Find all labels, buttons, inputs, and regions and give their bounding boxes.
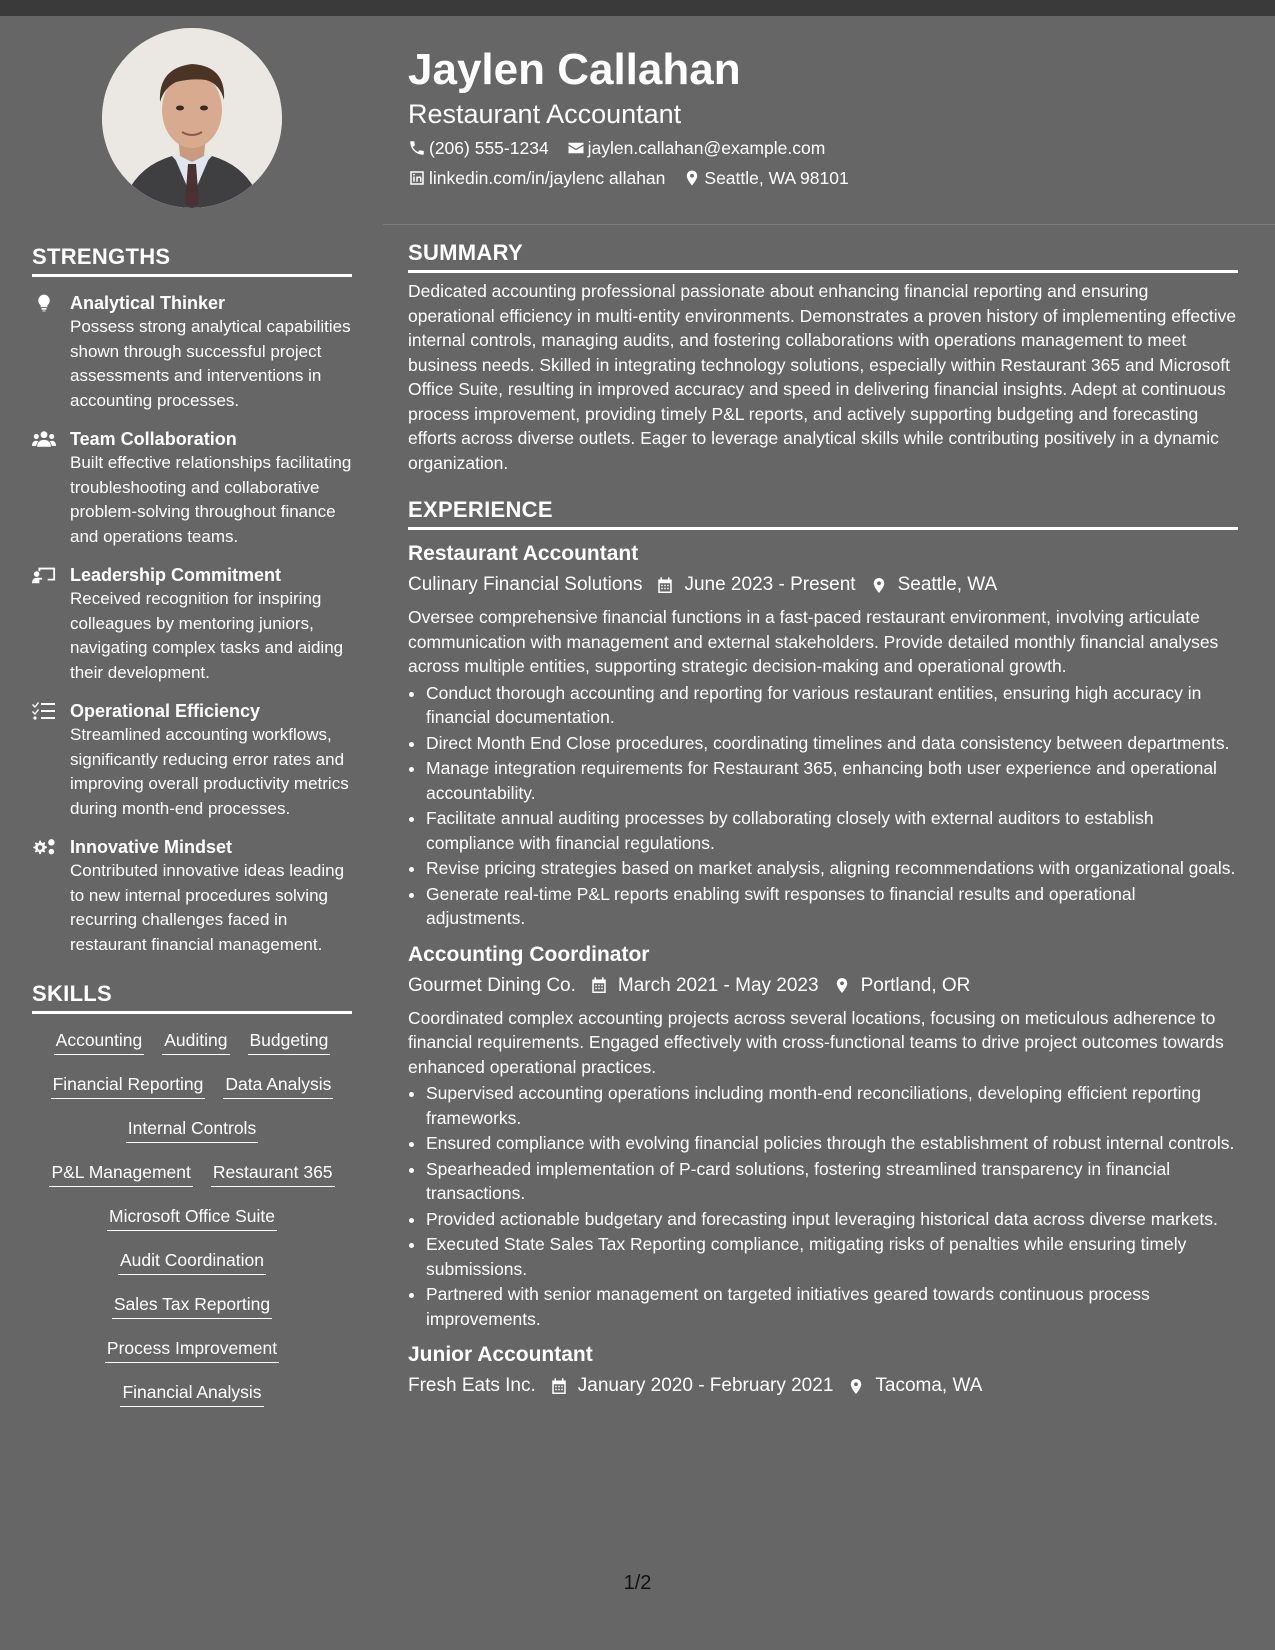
list-item: • Revise pricing strategies based on market analysis, aligning recommendations with organizational goals.: [426, 856, 1238, 881]
linkedin-text[interactable]: linkedin.com/in/jaylenc allahan: [429, 168, 666, 188]
skills-list: [32, 1028, 352, 1407]
header-divider: [383, 224, 1275, 225]
job-company: Culinary Financial Solutions: [408, 574, 643, 595]
experience-section: [408, 497, 1238, 1400]
gears-icon: [32, 835, 70, 957]
job-description: Coordinated complex accounting projects across several locations, focusing on meticulous adherence to financial requirements. Engaged effectively with cross-functional teams to drive project outcomes towards enhanced operational practices.: [408, 1007, 1224, 1077]
list-item: • Supervised accounting operations including month-end reconciliations, developing efficient reporting frameworks.: [426, 1081, 1238, 1130]
skill-chip: Accounting: [54, 1028, 145, 1055]
skill-chip: Budgeting: [248, 1028, 331, 1055]
list-item: • Conduct thorough accounting and reporting for various restaurant entities, ensuring high accuracy in financial documentation.: [426, 681, 1238, 730]
strength-item: [32, 563, 352, 685]
chalkboard-teacher-icon: [32, 563, 70, 685]
job-description: Oversee comprehensive financial functions in a fast-paced restaurant environment, involving articulate communication with management and external stakeholders. Provide detailed monthly financial analyses across multiple entities, supporting strategic decision-making and operational growth.: [408, 607, 1219, 676]
main-column: [408, 240, 1238, 1400]
job-dates: March 2021 - May 2023: [590, 972, 819, 1000]
left-column: [32, 28, 352, 1424]
list-item: • Provided actionable budgetary and forecasting input leveraging historical data across diverse markets.: [426, 1207, 1238, 1232]
lightbulb-icon: [32, 291, 70, 413]
list-item: • Manage integration requirements for Restaurant 365, enhancing both user experience and operational accountability.: [426, 756, 1238, 805]
contact-row: [408, 136, 1238, 160]
list-item: • Facilitate annual auditing processes by collaborating closely with external auditors to establish compliance with financial regulations.: [426, 806, 1238, 855]
job-bullets: [408, 681, 1238, 931]
job-bullets: [408, 1081, 1238, 1331]
strength-item: [32, 699, 352, 821]
page-number: 1/2: [623, 1572, 652, 1594]
calendar-icon: [550, 1377, 568, 1396]
skill-chip: Financial Reporting: [51, 1072, 206, 1099]
job-company: Fresh Eats Inc.: [408, 1375, 536, 1396]
candidate-name: Jaylen Callahan: [408, 45, 741, 94]
list-item: • Ensured compliance with evolving financial policies through the establishment of robust internal controls.: [426, 1131, 1238, 1156]
job-dates: June 2023 - Present: [656, 571, 855, 599]
map-pin-icon: [847, 1377, 865, 1396]
linkedin-contact[interactable]: [408, 166, 665, 190]
job-meta: [408, 571, 1238, 599]
strengths-heading: STRENGTHS: [32, 244, 352, 277]
map-pin-icon: [870, 576, 888, 595]
location-contact: [683, 166, 848, 190]
job-meta: [408, 972, 1238, 1000]
users-icon: [32, 427, 70, 549]
skills-section: [32, 981, 352, 1407]
list-item: • Partnered with senior management on targeted initiatives geared towards continuous process improvements.: [426, 1282, 1238, 1331]
envelope-icon: [567, 139, 585, 157]
phone-text: (206) 555-1234: [429, 138, 549, 158]
email-contact[interactable]: [567, 136, 826, 160]
job-location: Tacoma, WA: [847, 1372, 982, 1400]
map-pin-icon: [683, 169, 701, 187]
strength-desc: Received recognition for inspiring colleagues by mentoring juniors, navigating complex tasks and aiding their development.: [70, 589, 344, 682]
summary-section: [408, 240, 1238, 475]
summary-heading: SUMMARY: [408, 240, 1238, 273]
job-location: Portland, OR: [833, 972, 971, 1000]
strength-desc: Contributed innovative ideas leading to new internal procedures solving recurring challenges faced in restaurant financial management.: [70, 861, 345, 954]
strength-title: Leadership Commitment: [70, 565, 282, 585]
candidate-title: Restaurant Accountant: [408, 99, 682, 129]
resume-header: [408, 44, 1238, 190]
skill-chip: Restaurant 365: [211, 1160, 335, 1187]
avatar: [102, 28, 282, 208]
list-item: • Executed State Sales Tax Reporting compliance, mitigating risks of penalties while ensuring timely submissions.: [426, 1232, 1238, 1281]
skill-chip: Internal Controls: [126, 1116, 258, 1143]
calendar-icon: [656, 576, 674, 595]
job-entry: [408, 1341, 1238, 1400]
strength-title: Innovative Mindset: [70, 837, 233, 857]
summary-text: Dedicated accounting professional passionate about enhancing financial reporting and ensuring operational efficiency in multi-entity environments. Demonstrates a proven history of implementing effective internal controls, managing audits, and fostering collaborations with operations management to meet business needs. Skilled in integrating technology solutions, especially within Restaurant 365 and Microsoft Office Suite, resulting in improved accuracy and speed in delivering financial insights. Adept at continuous process improvement, providing timely P&L reports, and actively supporting budgeting and forecasting efforts across diverse outlets. Eager to leverage analytical skills while contributing positively in a dynamic organization.: [408, 281, 1237, 473]
experience-heading: EXPERIENCE: [408, 497, 1238, 530]
strength-desc: Built effective relationships facilitating troubleshooting and collaborative problem-solving throughout finance and operations teams.: [70, 453, 352, 546]
email-text[interactable]: jaylen.callahan@example.com: [587, 138, 826, 158]
job-company: Gourmet Dining Co.: [408, 974, 576, 996]
linkedin-icon: [408, 169, 426, 187]
skill-chip: Microsoft Office Suite: [107, 1204, 277, 1231]
list-check-icon: [32, 699, 70, 821]
job-entry: [408, 941, 1238, 1332]
strength-item: [32, 427, 352, 549]
skills-heading: SKILLS: [32, 981, 352, 1014]
contact-row: [408, 166, 1238, 190]
strength-title: Analytical Thinker: [70, 293, 226, 313]
skill-chip: Auditing: [162, 1028, 229, 1055]
skill-chip: Process Improvement: [105, 1336, 279, 1363]
phone-contact: [408, 136, 549, 160]
list-item: • Generate real-time P&L reports enabling swift responses to financial results and operational adjustments.: [426, 882, 1238, 931]
job-location: Seattle, WA: [870, 571, 998, 599]
top-bar: [0, 0, 1275, 16]
job-title: Restaurant Accountant: [408, 542, 639, 565]
skill-chip: Audit Coordination: [118, 1248, 266, 1275]
skill-chip: Sales Tax Reporting: [112, 1292, 272, 1319]
job-title: Accounting Coordinator: [408, 942, 650, 966]
skill-chip: P&L Management: [49, 1160, 192, 1187]
map-pin-icon: [833, 976, 851, 995]
skill-chip: Financial Analysis: [120, 1380, 263, 1407]
job-entry: [408, 540, 1238, 931]
calendar-icon: [590, 976, 608, 995]
phone-icon: [408, 139, 426, 157]
strength-title: Team Collaboration: [70, 429, 237, 449]
list-item: • Direct Month End Close procedures, coordinating timelines and data consistency between departments.: [426, 731, 1238, 756]
strengths-section: [32, 244, 352, 957]
job-title: Junior Accountant: [408, 1343, 593, 1366]
profile-photo: [102, 28, 282, 208]
strength-title: Operational Efficiency: [70, 701, 261, 721]
job-dates: January 2020 - February 2021: [550, 1372, 834, 1400]
strength-item: [32, 835, 352, 957]
location-text: Seattle, WA 98101: [704, 168, 849, 188]
list-item: • Spearheaded implementation of P-card solutions, fostering streamlined transparency in financial transactions.: [426, 1157, 1238, 1206]
job-meta: [408, 1372, 1238, 1400]
strength-item: [32, 291, 352, 413]
skill-chip: Data Analysis: [223, 1072, 333, 1099]
strength-desc: Possess strong analytical capabilities shown through successful project assessments and interventions in accounting processes.: [70, 317, 351, 410]
strength-desc: Streamlined accounting workflows, significantly reducing error rates and improving overall productivity metrics during month-end processes.: [70, 725, 349, 818]
